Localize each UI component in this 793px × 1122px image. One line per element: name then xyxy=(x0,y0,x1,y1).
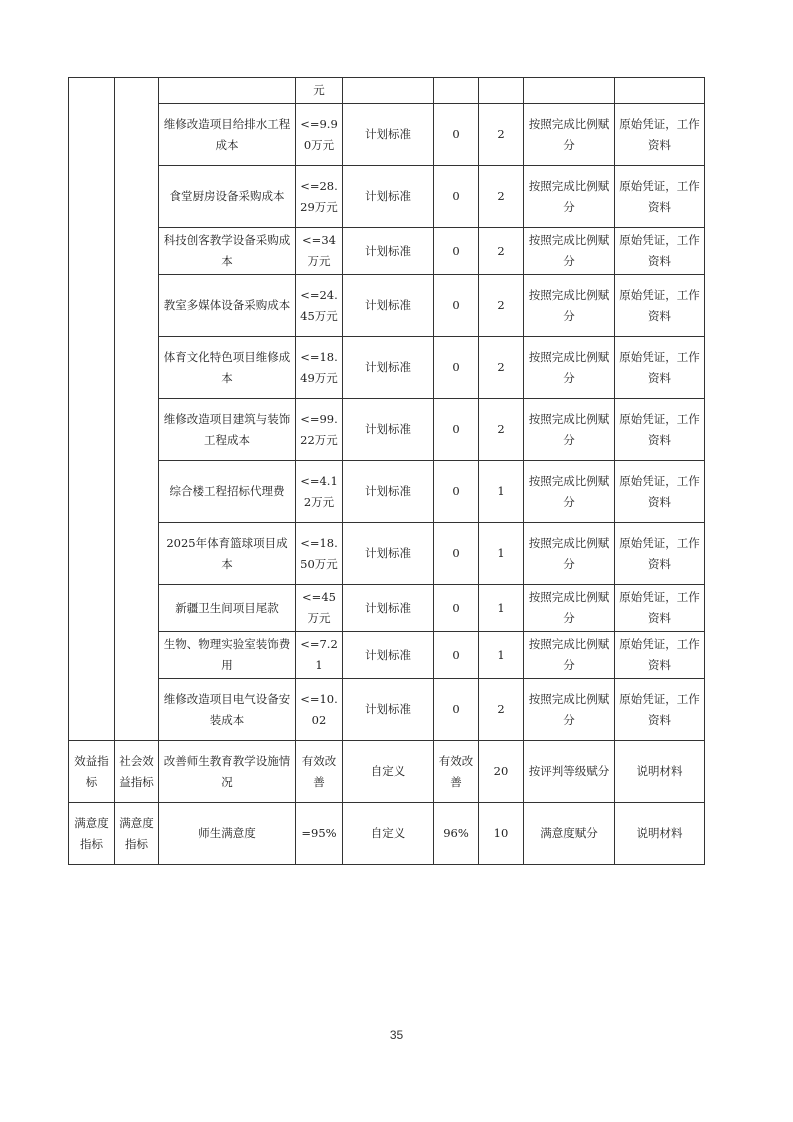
standard-cell: 自定义 xyxy=(343,741,434,803)
table-row xyxy=(69,104,705,166)
indicator-value-cell: <=34万元 xyxy=(296,228,343,275)
score-cell: 0 xyxy=(434,104,479,166)
method-cell: 按照完成比例赋分 xyxy=(524,461,615,523)
indicator-name-cell: 生物、物理实验室装饰费用 xyxy=(159,632,296,679)
standard-cell: 计划标准 xyxy=(343,632,434,679)
score-cell: 0 xyxy=(434,679,479,741)
weight-cell: 2 xyxy=(479,337,524,399)
source-cell: 原始凭证，工作资料 xyxy=(615,523,705,585)
method-cell: 满意度赋分 xyxy=(524,803,615,865)
standard-cell: 计划标准 xyxy=(343,679,434,741)
indicator-name-cell: 综合楼工程招标代理费 xyxy=(159,461,296,523)
score-cell: 0 xyxy=(434,228,479,275)
indicator-value-cell: <=24.45万元 xyxy=(296,275,343,337)
table-row xyxy=(69,523,705,585)
empty-cell xyxy=(434,78,479,104)
indicator-value-cell: 元 xyxy=(296,78,343,104)
indicator-name-cell: 教室多媒体设备采购成本 xyxy=(159,275,296,337)
method-cell: 按照完成比例赋分 xyxy=(524,166,615,228)
indicator-value-cell: <=28.29万元 xyxy=(296,166,343,228)
standard-cell: 计划标准 xyxy=(343,585,434,632)
method-cell: 按评判等级赋分 xyxy=(524,741,615,803)
indicator-table-page xyxy=(68,77,704,865)
table-row xyxy=(69,679,705,741)
indicator-value-cell: <=45万元 xyxy=(296,585,343,632)
indicator-name-cell: 维修改造项目建筑与装饰工程成本 xyxy=(159,399,296,461)
indicator-name-cell: 新疆卫生间项目尾款 xyxy=(159,585,296,632)
standard-cell: 计划标准 xyxy=(343,166,434,228)
source-cell: 原始凭证，工作资料 xyxy=(615,399,705,461)
empty-cell xyxy=(479,78,524,104)
weight-cell: 2 xyxy=(479,275,524,337)
method-cell: 按照完成比例赋分 xyxy=(524,104,615,166)
source-cell: 原始凭证，工作资料 xyxy=(615,275,705,337)
score-cell: 0 xyxy=(434,399,479,461)
indicator-name-cell: 体育文化特色项目维修成本 xyxy=(159,337,296,399)
indicator-value-cell: =95% xyxy=(296,803,343,865)
indicator-value-cell: <=18.49万元 xyxy=(296,337,343,399)
indicator-value-cell: <=4.12万元 xyxy=(296,461,343,523)
method-cell: 按照完成比例赋分 xyxy=(524,679,615,741)
table-row xyxy=(69,803,705,865)
score-cell: 0 xyxy=(434,337,479,399)
indicator-name-cell: 师生满意度 xyxy=(159,803,296,865)
performance-indicator-table xyxy=(68,77,705,865)
indicator-value-cell: <=18.50万元 xyxy=(296,523,343,585)
indicator-name-cell: 科技创客教学设备采购成本 xyxy=(159,228,296,275)
level2-cell: 满意度指标 xyxy=(115,803,159,865)
standard-cell: 计划标准 xyxy=(343,228,434,275)
method-cell: 按照完成比例赋分 xyxy=(524,585,615,632)
indicator-name-cell: 维修改造项目给排水工程成本 xyxy=(159,104,296,166)
page-number: 35 xyxy=(389,1028,404,1042)
empty-cell xyxy=(343,78,434,104)
actual-cell: 有效改善 xyxy=(434,741,479,803)
level2-cell xyxy=(115,78,159,741)
table-row xyxy=(69,741,705,803)
standard-cell: 计划标准 xyxy=(343,523,434,585)
source-cell: 原始凭证，工作资料 xyxy=(615,104,705,166)
level1-cell: 效益指标 xyxy=(69,741,115,803)
table-row xyxy=(69,399,705,461)
table-row xyxy=(69,461,705,523)
score-cell: 0 xyxy=(434,523,479,585)
indicator-value-cell: <=7.21 xyxy=(296,632,343,679)
table-row xyxy=(69,78,705,104)
standard-cell: 计划标准 xyxy=(343,104,434,166)
indicator-name-cell: 食堂厨房设备采购成本 xyxy=(159,166,296,228)
score-cell: 0 xyxy=(434,461,479,523)
level2-cell: 社会效益指标 xyxy=(115,741,159,803)
empty-cell xyxy=(524,78,615,104)
weight-cell: 2 xyxy=(479,228,524,275)
method-cell: 按照完成比例赋分 xyxy=(524,275,615,337)
method-cell: 按照完成比例赋分 xyxy=(524,228,615,275)
source-cell: 原始凭证，工作资料 xyxy=(615,166,705,228)
method-cell: 按照完成比例赋分 xyxy=(524,399,615,461)
score-cell: 0 xyxy=(434,166,479,228)
method-cell: 按照完成比例赋分 xyxy=(524,337,615,399)
weight-cell: 1 xyxy=(479,585,524,632)
method-cell: 按照完成比例赋分 xyxy=(524,632,615,679)
actual-cell: 96% xyxy=(434,803,479,865)
source-cell: 原始凭证，工作资料 xyxy=(615,679,705,741)
indicator-name-cell xyxy=(159,78,296,104)
table-row xyxy=(69,275,705,337)
standard-cell: 自定义 xyxy=(343,803,434,865)
standard-cell: 计划标准 xyxy=(343,275,434,337)
table-row xyxy=(69,337,705,399)
method-cell: 按照完成比例赋分 xyxy=(524,523,615,585)
standard-cell: 计划标准 xyxy=(343,461,434,523)
score-cell: 0 xyxy=(434,632,479,679)
score-cell: 0 xyxy=(434,275,479,337)
source-cell: 原始凭证，工作资料 xyxy=(615,585,705,632)
weight-cell: 10 xyxy=(479,803,524,865)
source-cell: 原始凭证，工作资料 xyxy=(615,461,705,523)
score-cell: 0 xyxy=(434,585,479,632)
weight-cell: 20 xyxy=(479,741,524,803)
level1-cell xyxy=(69,78,115,741)
weight-cell: 2 xyxy=(479,679,524,741)
table-row xyxy=(69,228,705,275)
weight-cell: 2 xyxy=(479,104,524,166)
weight-cell: 2 xyxy=(479,166,524,228)
source-cell: 原始凭证，工作资料 xyxy=(615,228,705,275)
source-cell: 原始凭证，工作资料 xyxy=(615,337,705,399)
indicator-value-cell: <=99.22万元 xyxy=(296,399,343,461)
source-cell: 说明材料 xyxy=(615,803,705,865)
weight-cell: 1 xyxy=(479,632,524,679)
empty-cell xyxy=(615,78,705,104)
weight-cell: 2 xyxy=(479,399,524,461)
source-cell: 说明材料 xyxy=(615,741,705,803)
indicator-name-cell: 改善师生教育教学设施情况 xyxy=(159,741,296,803)
indicator-name-cell: 2025年体育篮球项目成本 xyxy=(159,523,296,585)
indicator-name-cell: 维修改造项目电气设备安装成本 xyxy=(159,679,296,741)
table-row xyxy=(69,585,705,632)
table-row xyxy=(69,166,705,228)
indicator-value-cell: <=10.02 xyxy=(296,679,343,741)
indicator-value-cell: <=9.90万元 xyxy=(296,104,343,166)
standard-cell: 计划标准 xyxy=(343,399,434,461)
weight-cell: 1 xyxy=(479,461,524,523)
source-cell: 原始凭证，工作资料 xyxy=(615,632,705,679)
table-row xyxy=(69,632,705,679)
standard-cell: 计划标准 xyxy=(343,337,434,399)
weight-cell: 1 xyxy=(479,523,524,585)
indicator-value-cell: 有效改善 xyxy=(296,741,343,803)
level1-cell: 满意度指标 xyxy=(69,803,115,865)
